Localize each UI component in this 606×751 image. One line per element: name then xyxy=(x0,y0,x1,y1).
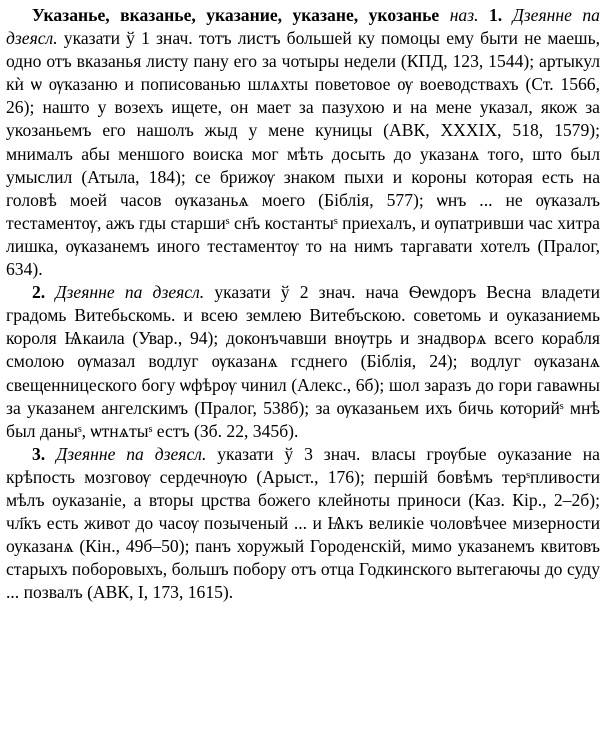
sense-number-2: 2. xyxy=(32,282,46,303)
entry-headword: Указанье, вказанье, указание, указане, укозанье xyxy=(32,5,440,25)
sense-reference-2: указати ў 2 знач. xyxy=(214,282,356,303)
sense-number-1: 1. xyxy=(488,5,503,25)
sense-reference-3: указати ў 3 знач. xyxy=(217,443,361,464)
sense-paragraph-1 xyxy=(6,4,600,281)
sense-text-2: нача Ѳеѡдоръ Весна владети градомь Витебьскомь. и всею землею Витебъскою. советомь и оуказаниемь короля Ѩкаила (Увар., 94); доконъчавши внѹтрь и знадворѧ всего корабля смолою ѹмазал водлуг ѹказанѧ гсднего (Біблія, 24); водлуг ѹказанѧ свещенницеского богу ѡфѣрѹ чинил (Алекс., 6б); шол заразъ до гори гаваѡны за указанем ангелскимъ (Пралог, 538б); за ѹказаньем ихъ бичь которийˢ мнѣ был даныˢ, ѡтнѧтыˢ естъ (Зб. 22, 345б). xyxy=(6,282,600,441)
part-of-speech: наз. xyxy=(449,5,479,25)
sense-reference-1: указати ў 1 знач. xyxy=(63,28,193,49)
sense-number-3: 3. xyxy=(32,443,46,464)
sense-text-3: власы грѹбые оуказание на крѣпость мозговѹ сердечнѹю (Арыст., 176); першій бовѣмъ терˢпливости мѣлъ оуказаніе, а вторы црства божего клейноты приноси (Каз. Кір., 2–2б); чл҃къ есть живот до часѹ позыченый ... и Ѩкъ великіе чоловѣчее мизерности оуказанѧ (Кін., 49б–50); панъ хоружый Городенскій, мимо указанемъ квитовъ старыхъ поборовыхъ, большъ побору отъ отца Годкинского вытегаючы до суду ... позвалъ (АВК, I, 173, 1615). xyxy=(6,443,600,603)
sense-paragraph-2 xyxy=(6,281,600,443)
sense-text-1: тотъ листъ большей ку помоцы ему быти не маешь, одно отъ вказанья листу пану его за чотыры недели (КПД, 123, 1544); артыкул кѝ ѡ ѹказаню и пописованью шлѧхты поветовое ѹ воеводствахъ (Ст. 1566, 26); нашто у возехъ ищете, он мает за пазухою и на мене указал, якож за укозаньемъ его нашолъ жыд у мене куницы (АВК, XXXIX, 518, 1579); мнималъ абы меншого воиска мог мѣть досыть до указанѧ того, што был умыслил (Атыла, 184); се брижѹ знаком пыхи и короны которая есть на головѣ моей часов ѹказаньѧ моего (Біблія, 577); ѡнъ ... не ѹказалъ тестаментѹ, ажъ гды старшиˢ сн҃ъ костантыˢ приехалъ, и ѹпатривши час хитра лишка, ѹказанемъ иного тестаментѹ то на нимъ таргавати хотелъ (Пралог, 634). xyxy=(6,28,601,280)
sense-label-3: Дзеянне па дзеясл. xyxy=(56,443,207,464)
sense-label-1: Дзеянне па дзеясл. xyxy=(6,5,600,49)
sense-label-2: Дзеянне па дзеясл. xyxy=(55,282,205,303)
dictionary-entry xyxy=(6,4,600,604)
sense-paragraph-3 xyxy=(6,443,600,605)
